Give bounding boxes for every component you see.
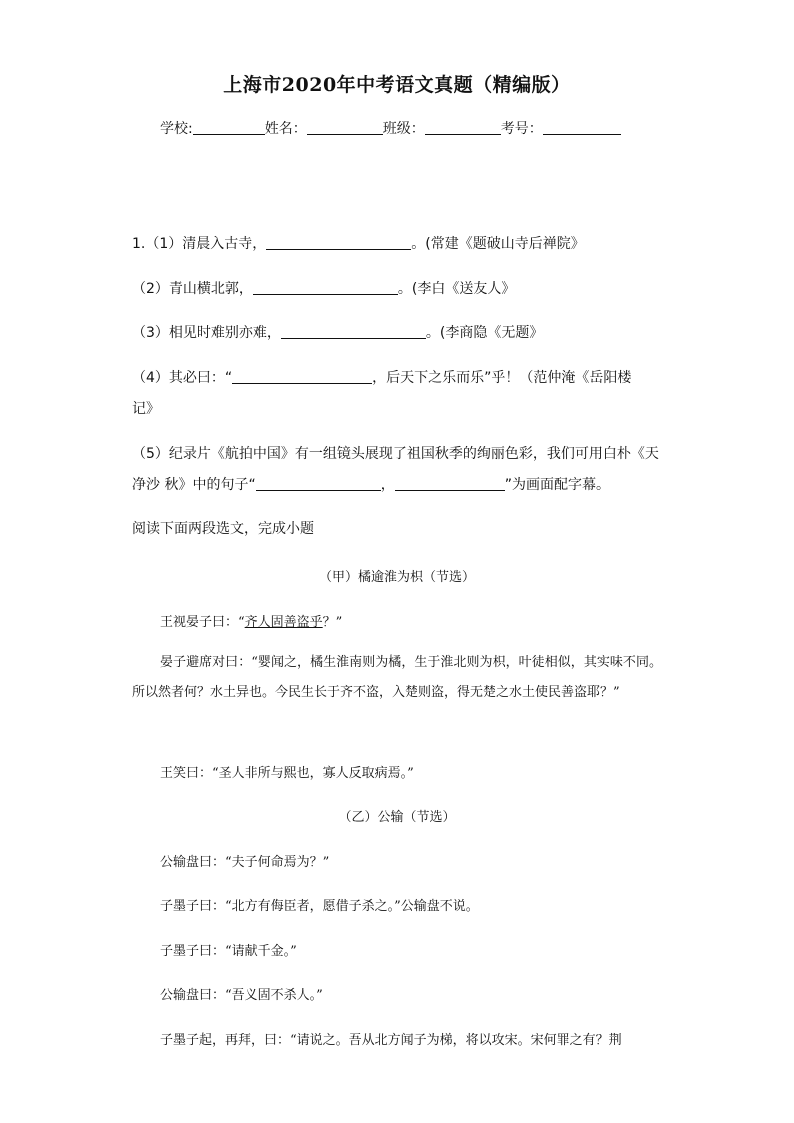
name-label: 姓名： [264,121,307,137]
answer-blank-3[interactable] [281,324,426,339]
question-3: （3）相见时难别亦难， 。(李商隐《无题》 [132,325,544,341]
passage-a-p2: 晏子避席对曰：“婴闻之，橘生淮南则为橘，生于淮北则为枳，叶徒相似，其实味不同。所以然者何？水土异也。今民生长于齐不盗，入楚则盗，得无楚之水土使民善盗耶？” [132,655,662,700]
passage-b-p4: 公输盘曰：“吾义固不杀人。” [160,988,323,1003]
question-5-line2: 净沙 秋》中的句子“ ， ”为画面配字幕。 [132,477,610,493]
name-field[interactable] [307,120,383,135]
class-label: 班级： [382,121,425,137]
reading-instruction: 阅读下面两段选文，完成小题 [132,521,314,537]
passage-a-p1: 王视晏子曰：“齐人固善盗乎？” [160,615,343,630]
passage-b-p3: 子墨子曰：“请献千金。” [160,944,297,959]
class-field[interactable] [425,120,501,135]
passage-b-p5: 子墨子起，再拜，曰：“请说之。吾从北方闻子为梯，将以攻宋。宋何罪之有？荆 [160,1033,622,1048]
answer-blank-4[interactable] [232,369,372,384]
underlined-phrase: 齐人固善盗乎 [244,615,323,630]
question-4-cont: 记》 [132,401,160,417]
school-field[interactable] [193,120,265,135]
passage-b-p1: 公输盘曰：“夫子何命焉为？” [160,855,330,870]
question-2: （2）青山横北郭， 。(李白《送友人》 [132,281,516,297]
student-info-row [160,118,621,138]
passage-b-p2: 子墨子曰：“北方有侮臣者，愿借子杀之。”公输盘不说。 [160,899,479,914]
passage-a-heading: （甲）橘逾淮为枳（节选） [318,570,475,585]
question-5-line1: （5）纪录片《航拍中国》有一组镜头展现了祖国秋季的绚丽色彩，我们可用白朴《天 [132,446,659,462]
page-title: 上海市2020年中考语文真题（精编版） [223,74,571,96]
question-1: 1.（1）清晨入古寺， 。(常建《题破山寺后禅院》 [132,236,585,252]
number-label: 考号： [500,121,543,137]
school-label: 学校: [160,121,193,137]
number-field[interactable] [543,120,621,135]
passage-a-p3: 王笑曰：“圣人非所与熙也，寡人反取病焉。” [160,766,414,781]
answer-blank-5a[interactable] [256,476,381,491]
answer-blank-1[interactable] [266,235,411,250]
question-4: （4）其必曰：“ ，后天下之乐而乐”乎！（范仲淹《岳阳楼 [132,370,632,386]
passage-b-heading: （乙）公输（节选） [338,810,456,825]
answer-blank-2[interactable] [253,280,398,295]
answer-blank-5b[interactable] [395,476,505,491]
